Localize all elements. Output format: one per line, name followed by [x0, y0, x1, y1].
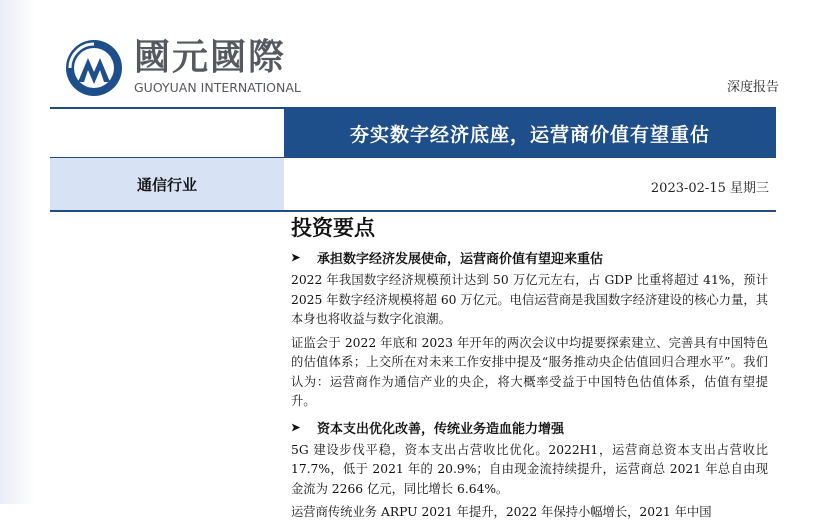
industry-label: 通信行业	[136, 175, 197, 194]
header-rule-bottom	[50, 210, 776, 212]
bullet-heading	[291, 418, 768, 437]
report-date: 2023-02-15 星期三	[650, 181, 769, 196]
paragraph: 2022 年我国数字经济规模预计达到 50 万亿元左右，占 GDP 比重将超过 41%，预计 2025 年数字经济规模将超 60 万亿元。电信运营商是我国数字经济建设的核心力量，其本身也将收益与数字化浪潮。	[291, 273, 768, 326]
paragraph: 运营商传统业务 ARPU 2021 年提升，2022 年保持小幅增长，2021 年中国	[291, 505, 712, 519]
bullet-heading	[291, 248, 768, 267]
logo-emblem-icon	[64, 38, 124, 98]
arrow-bullet-icon: ➤	[291, 420, 301, 434]
report-title: 夯实数字经济底座，运营商价值有望重估	[349, 123, 710, 146]
industry-label-box	[50, 158, 284, 210]
paragraph: 证监会于 2022 年底和 2023 年开年的两次会议中均提要探索建立、完善具有中国特色的估值体系；上交所在对未来工作安排中提及“服务推动央企估值回归合理水平”。我们认为：运营商作为通信产业的央企，将大概率受益于中国特色估值体系，估值有望提升。	[291, 335, 768, 408]
bullet-heading-text: 资本支出优化改善，传统业务造血能力增强	[317, 421, 565, 437]
logo-english-name: GUOYUAN INTERNATIONAL	[134, 80, 301, 95]
bullet-heading-text: 承担数字经济发展使命，运营商价值有望迎来重估	[317, 252, 604, 267]
section-title: 投资要点	[291, 215, 375, 240]
company-logo	[64, 36, 301, 100]
arrow-bullet-icon: ➤	[291, 251, 301, 264]
paragraph: 5G 建设步伐平稳，资本支出占营收比优化。2022H1，运营商总资本支出占营收比 17.7%，低于 2021 年的 20.9%；自由现金流持续提升，运营商总 2021 年总自由现金流为 2266 亿元，同比增长 6.64%。	[291, 442, 768, 496]
report-type-label: 深度报告	[726, 80, 779, 95]
report-title-bar	[284, 109, 776, 157]
left-shade	[0, 0, 36, 504]
investment-highlights	[291, 214, 768, 525]
logo-chinese-name: 國元國際	[134, 37, 287, 78]
